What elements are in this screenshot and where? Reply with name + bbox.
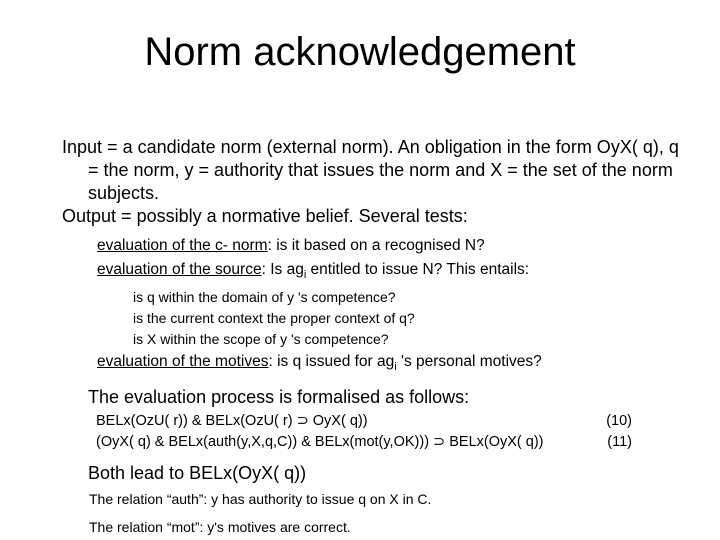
test-source xyxy=(97,258,682,287)
test-source-label: evaluation of the source xyxy=(97,261,262,278)
formula-11-expr: (OyX( q) & BELx(auth(y,X,q,C)) & BELx(mot(y,OK))) ⊃ BELx(OyX( q)) xyxy=(96,434,544,451)
process-line: The evaluation process is formalised as follows: xyxy=(88,387,470,408)
test-source-text-b: entitled to issue N? This entails: xyxy=(306,261,530,278)
formula-10-expr: BELx(OzU( r)) & BELx(OzU( r) ⊃ OyX( q)) xyxy=(96,413,368,430)
slide-body xyxy=(62,136,682,537)
test-motives-subscript: i xyxy=(394,361,397,374)
test-motives-label: evaluation of the motives xyxy=(97,353,269,371)
test-motives xyxy=(97,350,682,379)
source-check-1: is q within the domain of y 's competence? xyxy=(133,289,396,306)
input-label: Input = xyxy=(62,137,123,157)
test-domain-text: : is it based on a recognised N? xyxy=(267,237,485,254)
formula-11 xyxy=(96,432,632,453)
input-text: a candidate norm (external norm). An obligation in the form OyX( q), q = the norm, y = authority that issues the norm and X = the set of the norm subjects. xyxy=(88,137,679,203)
source-check-2: is the current context the proper context of q? xyxy=(133,310,415,327)
formula-10-number: (10) xyxy=(606,413,632,430)
test-domain-label: evaluation of the c- norm xyxy=(97,237,268,254)
output-text: possibly a normative belief. Several tests: xyxy=(136,206,468,226)
input-paragraph xyxy=(62,136,682,205)
test-source-subscript: i xyxy=(303,269,307,282)
output-label: Output = xyxy=(62,206,137,226)
test-motives-text-a: : is q issued for ag xyxy=(268,353,395,371)
note-auth: The relation “auth”: y has authority to issue q on X in C. xyxy=(89,491,432,508)
test-domain xyxy=(97,234,682,258)
formula-11-number: (11) xyxy=(607,434,632,451)
note-mot: The relation “mot”: y's motives are correct. xyxy=(89,519,351,536)
formula-10 xyxy=(96,411,632,432)
test-motives-text-b: 's personal motives? xyxy=(396,353,542,371)
test-source-text-a: : Is ag xyxy=(261,261,304,278)
output-paragraph xyxy=(62,205,682,228)
slide-title: Norm acknowledgement xyxy=(144,30,576,74)
source-check-3: is X within the scope of y 's competence? xyxy=(133,331,389,348)
both-line: Both lead to BELx(OyX( q)) xyxy=(88,463,307,484)
